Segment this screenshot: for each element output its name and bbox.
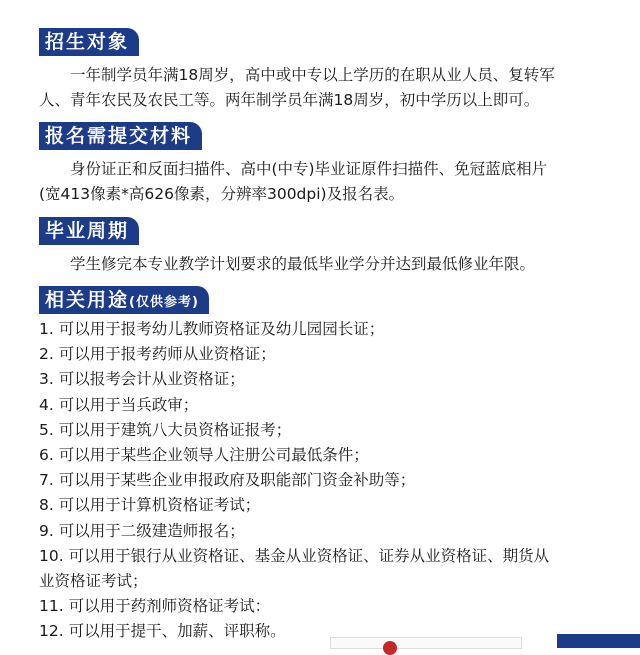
uses-title: 相关用途 <box>45 289 130 311</box>
text-line: 学生修完本专业教学计划要求的最低毕业学分并达到最低修业年限。 <box>39 255 536 273</box>
list-item: 5. 可以用于建筑八大员资格证报考； <box>39 420 292 439</box>
text-line: 人、青年农民及农民工等。两年制学员年满18周岁，初中学历以上即可。 <box>39 91 540 109</box>
list-item: 3. 可以报考会计从业资格证； <box>39 370 245 389</box>
list-item: 2. 可以用于报考药师从业资格证； <box>39 345 276 364</box>
uses-list <box>39 317 549 645</box>
uses-subtitle: (仅供参考) <box>129 295 199 310</box>
section-header-uses <box>39 286 209 314</box>
list-item: 9. 可以用于二级建造师报名； <box>39 521 245 540</box>
section-header-enrollment-target: 招生对象 <box>39 28 139 56</box>
list-item: 6. 可以用于某些企业领导人注册公司最低条件； <box>39 446 369 465</box>
list-item: 7. 可以用于某些企业申报政府及职能部门资金补助等； <box>39 471 416 490</box>
graduation-period-text <box>39 252 619 277</box>
cropped-header-fragment <box>557 634 640 648</box>
list-item: 业资格证考试； <box>39 572 148 591</box>
text-line: 身份证正和反面扫描件、高中(中专)毕业证原件扫描件、免冠蓝底相片 <box>39 160 548 178</box>
list-item: 12. 可以用于提干、加薪、评职称。 <box>39 622 286 641</box>
text-line: (宽413像素*高626像素，分辨率300dpi)及报名表。 <box>39 185 405 203</box>
cropped-banner-fragment <box>330 637 522 649</box>
text-line: 一年制学员年满18周岁，高中或中专以上学历的在职从业人员、复转军 <box>39 66 555 84</box>
list-item: 8. 可以用于计算机资格证考试； <box>39 496 261 515</box>
section-header-materials: 报名需提交材料 <box>39 122 202 150</box>
red-circle-icon <box>383 641 397 655</box>
list-item: 4. 可以用于当兵政审； <box>39 395 199 414</box>
materials-text <box>39 157 619 207</box>
section-header-graduation-period: 毕业周期 <box>39 217 139 245</box>
list-item: 10. 可以用于银行从业资格证、基金从业资格证、证券从业资格证、期货从 <box>39 546 550 565</box>
list-item: 1. 可以用于报考幼儿教师资格证及幼儿园园长证； <box>39 320 385 338</box>
enrollment-target-text <box>39 63 619 113</box>
list-item: 11. 可以用于药剂师资格证考试： <box>39 597 271 616</box>
